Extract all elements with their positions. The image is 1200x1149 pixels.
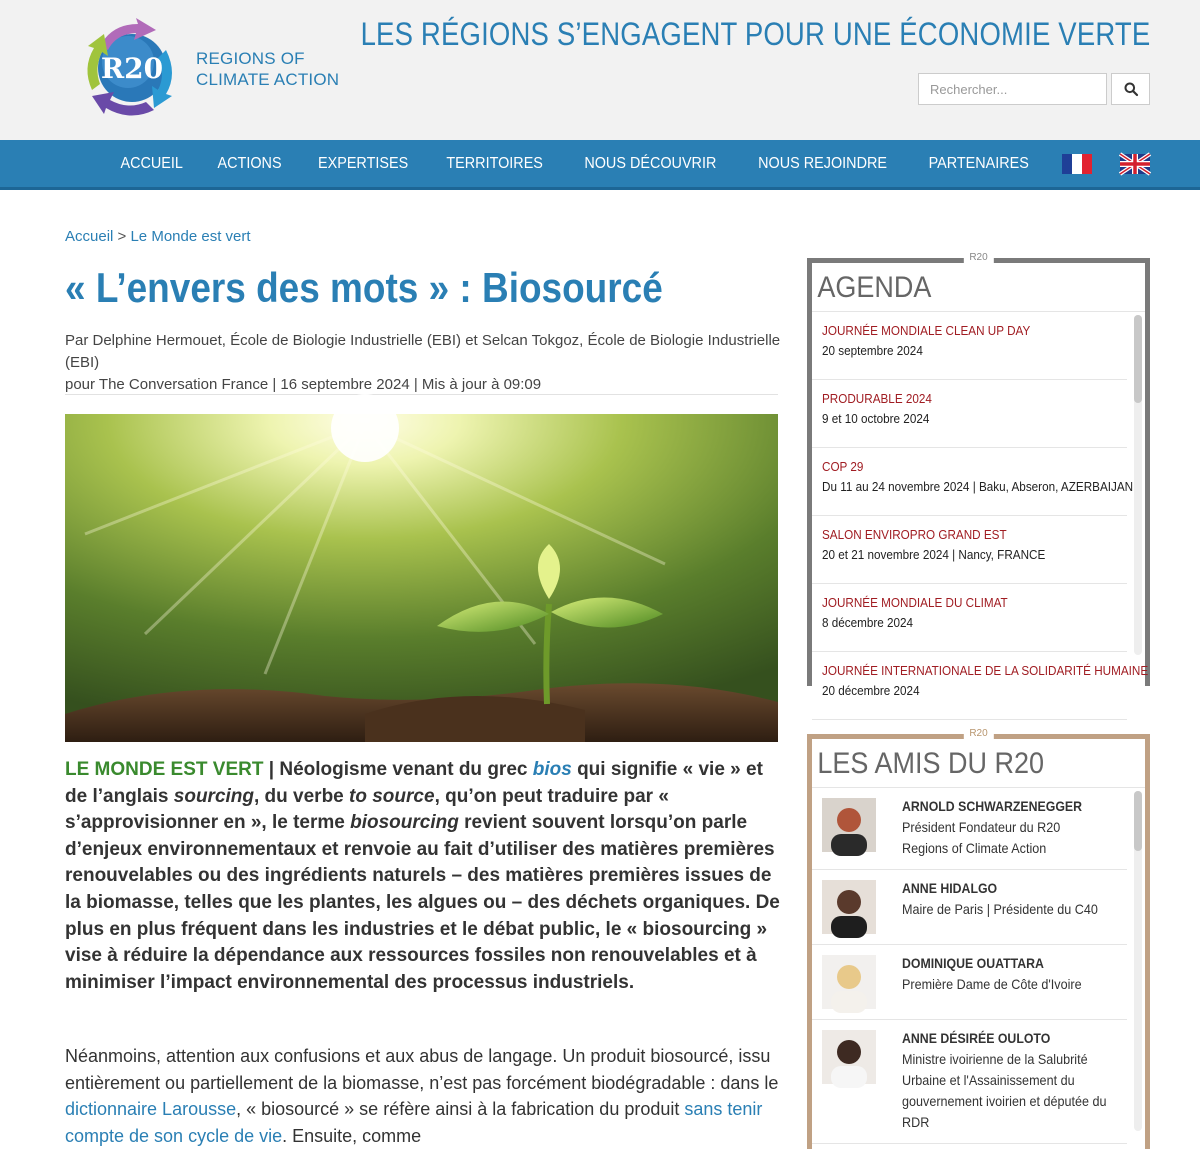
- agenda-item[interactable]: [812, 652, 1149, 720]
- ami-name[interactable]: ARNOLD SCHWARZENEGGER: [902, 798, 1083, 814]
- lead-term-bios: bios: [532, 759, 572, 780]
- ami-text: [902, 1030, 1122, 1133]
- agenda-item[interactable]: [812, 380, 1127, 448]
- nav-items: [89, 140, 1150, 187]
- ami-name[interactable]: ANNE HIDALGO: [902, 880, 998, 896]
- lead-text-3: , du verbe: [254, 785, 350, 807]
- breadcrumb: [65, 228, 251, 245]
- ami-text: [902, 798, 1122, 859]
- article-paragraph: [65, 1043, 781, 1149]
- agenda-item-date: 20 et 21 novembre 2024 | Nancy, FRANCE: [822, 547, 1046, 562]
- agenda-item-date: Du 11 au 24 novembre 2024 | Baku, Abseron, AZERBAIJAN: [822, 479, 1134, 494]
- agenda-scroll-thumb[interactable]: [1134, 315, 1142, 403]
- agenda-item-date: 8 décembre 2024: [822, 615, 914, 630]
- amis-scrollbar[interactable]: [1134, 791, 1142, 1131]
- agenda-item-title[interactable]: JOURNÉE MONDIALE DU CLIMAT: [822, 595, 1008, 610]
- ami-item[interactable]: [812, 945, 1127, 1020]
- larousse-link[interactable]: dictionnaire Larousse: [65, 1099, 237, 1120]
- agenda-scrollbar[interactable]: [1134, 315, 1142, 655]
- byline-line-2: pour The Conversation France | 16 septembre 2024 | Mis à jour à 09:09: [65, 376, 542, 393]
- ami-role: Maire de Paris | Présidente du C40: [902, 901, 1098, 917]
- logo-mark: R20: [100, 52, 164, 85]
- agenda-item-title[interactable]: PRODURABLE 2024: [822, 391, 932, 406]
- logo-line-1: REGIONS OF: [196, 49, 305, 68]
- nav-item-partenaires[interactable]: PARTENAIRES: [928, 154, 1029, 172]
- site-header: [0, 0, 1200, 140]
- amis-widget: [807, 728, 1150, 1149]
- search-icon: [1124, 82, 1138, 96]
- search-input[interactable]: [918, 73, 1107, 105]
- agenda-item[interactable]: [812, 584, 1127, 652]
- agenda-item-date: 20 décembre 2024: [822, 683, 920, 698]
- logo-line-2: CLIMATE ACTION: [196, 70, 340, 89]
- ami-item[interactable]: [812, 870, 1127, 945]
- ami-item[interactable]: [812, 788, 1127, 870]
- agenda-widget: [807, 252, 1150, 698]
- lead-term-sourcing: sourcing: [173, 785, 254, 807]
- lead-text-4: , qu’on peut traduire par « s’approvisionner en », le terme: [65, 785, 669, 834]
- amis-scroll-thumb[interactable]: [1134, 791, 1142, 851]
- agenda-item[interactable]: [812, 448, 1134, 516]
- ami-role: Président Fondateur du R20 Regions of Climate Action: [902, 819, 1061, 856]
- seedling-image: [65, 414, 778, 742]
- lead-term-biosourcing: biosourcing: [350, 812, 459, 834]
- flag-uk-icon[interactable]: [1120, 154, 1150, 174]
- amis-title: LES AMIS DU R20: [817, 747, 1044, 780]
- nav-item-territoires[interactable]: TERRITOIRES: [446, 154, 544, 172]
- avatar[interactable]: [822, 1030, 876, 1084]
- cycle-de-vie-link[interactable]: sans tenir compte de son cycle de vie: [65, 1099, 763, 1146]
- body-text-2: , « biosourcé » se réfère ainsi à la fabrication du produit: [236, 1099, 685, 1120]
- ami-role: Ministre ivoirienne de la Salubrité Urbaine et l'Assainissement du gouvernement ivoirien et députée du RDR: [902, 1051, 1107, 1130]
- ami-item[interactable]: [812, 1020, 1127, 1144]
- agenda-item-title[interactable]: COP 29: [822, 459, 864, 474]
- lead-text-2: qui signifie « vie » et de l’anglais: [65, 759, 763, 807]
- article-title: « L’envers des mots » : Biosourcé: [65, 264, 663, 311]
- body-text-1: Néanmoins, attention aux confusions et aux abus de langage. Un produit biosourcé, issu entièrement ou partiellement de la biomasse, n’est pas forcément biodégradable : dans le: [65, 1046, 779, 1093]
- nav-item-accueil[interactable]: ACCUEIL: [120, 154, 183, 172]
- nav-item-nous-rejoindre[interactable]: NOUS REJOINDRE: [758, 154, 888, 172]
- nav-item-nous-decouvrir[interactable]: NOUS DÉCOUVRIR: [584, 154, 717, 172]
- ami-text: [902, 880, 1122, 934]
- ami-text: [902, 955, 1122, 1009]
- amis-list: [812, 787, 1145, 1149]
- flag-fr-icon[interactable]: [1062, 154, 1092, 174]
- byline-divider: [65, 394, 778, 395]
- site-tagline: LES RÉGIONS S’ENGAGENT POUR UNE ÉCONOMIE VERTE: [360, 16, 1150, 52]
- agenda-item[interactable]: [812, 516, 1127, 584]
- ami-name[interactable]: DOMINIQUE OUATTARA: [902, 955, 1044, 971]
- agenda-item-date: 20 septembre 2024: [822, 343, 923, 358]
- avatar[interactable]: [822, 955, 876, 1009]
- breadcrumb-current-link[interactable]: Le Monde est vert: [130, 228, 251, 245]
- article-lead: [65, 757, 781, 996]
- ami-name[interactable]: ANNE DÉSIRÉE OULOTO: [902, 1030, 1051, 1046]
- lead-text-5: revient souvent lorsqu’on parle d’enjeux environnementaux et renvoie au fait d’utiliser des matières premières renouvelables ou des ingrédients naturels – des matières premières issues de la biomasse, telles que les plantes, les algues ou – des déchets organiques. De plus en plus fréquent dans les industries et le débat public, le « biosourcing » vise à réduire la dépendance aux ressources fossiles non renouvelables et à minimiser l’impact environnemental des processus industriels.: [65, 812, 780, 993]
- amis-tag: R20: [963, 728, 993, 739]
- lead-text-1: | Néologisme venant du grec: [263, 759, 533, 780]
- agenda-list: [812, 311, 1149, 698]
- hero-image: [65, 414, 778, 742]
- r20-logo-icon[interactable]: [82, 16, 182, 120]
- agenda-item-title[interactable]: JOURNÉE MONDIALE CLEAN UP DAY: [822, 323, 1031, 338]
- main-nav: [0, 140, 1200, 190]
- nav-item-expertises[interactable]: EXPERTISES: [318, 154, 409, 172]
- breadcrumb-separator: >: [113, 228, 131, 245]
- ami-role: Première Dame de Côte d'Ivoire: [902, 976, 1082, 992]
- body-text-3: . Ensuite, comme: [282, 1125, 422, 1146]
- lead-term-to-source: to source: [349, 785, 435, 807]
- nav-item-actions[interactable]: ACTIONS: [217, 154, 282, 172]
- logo-text[interactable]: [196, 48, 339, 90]
- avatar[interactable]: [822, 880, 876, 934]
- agenda-item-title[interactable]: JOURNÉE INTERNATIONALE DE LA SOLIDARITÉ HUMAINE: [822, 663, 1149, 678]
- agenda-title: AGENDA: [817, 271, 932, 304]
- lead-kicker: LE MONDE EST VERT: [65, 759, 264, 780]
- article-byline: [65, 330, 785, 396]
- breadcrumb-home-link[interactable]: Accueil: [65, 228, 114, 245]
- avatar[interactable]: [822, 798, 876, 852]
- agenda-item[interactable]: [812, 312, 1127, 380]
- byline-line-1: Par Delphine Hermouet, École de Biologie Industrielle (EBI) et Selcan Tokgoz, École de Biologie Industrielle (EBI): [65, 332, 781, 371]
- agenda-item-title[interactable]: SALON ENVIROPRO GRAND EST: [822, 527, 1007, 542]
- search-button[interactable]: [1111, 73, 1150, 105]
- agenda-tag: R20: [963, 252, 993, 263]
- agenda-item-date: 9 et 10 octobre 2024: [822, 411, 930, 426]
